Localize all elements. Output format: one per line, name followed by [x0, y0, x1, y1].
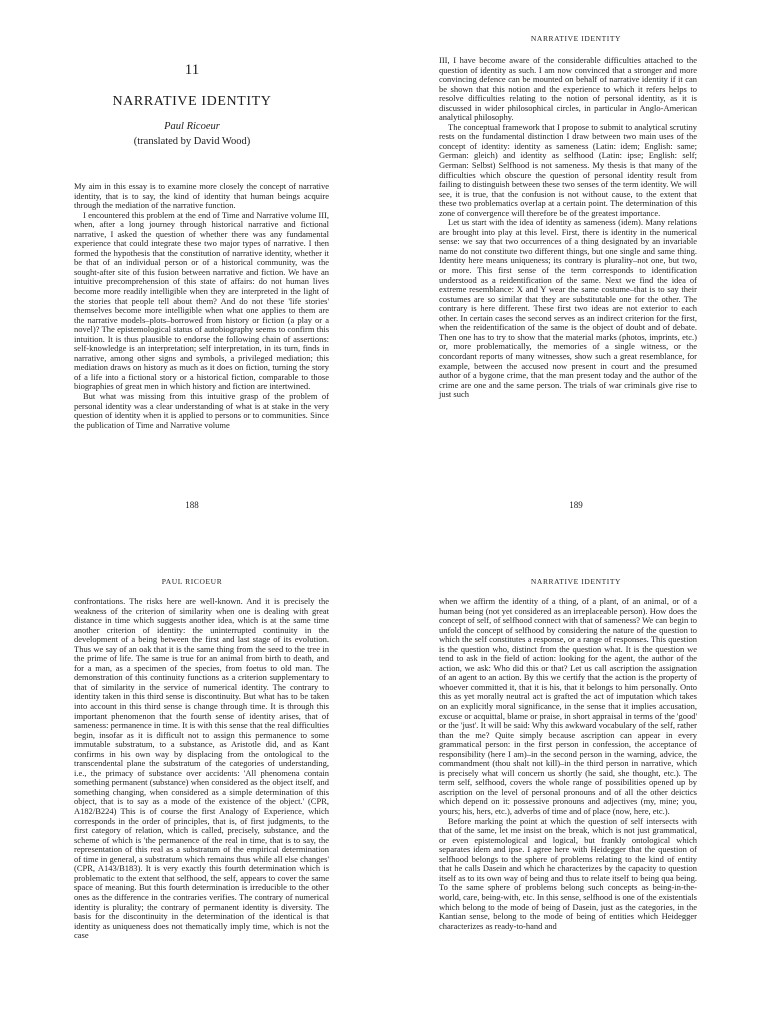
- paragraph: My aim in this essay is to examine more closely the concept of narrative identity, that is to say, the kind of identity that human beings acquire through the mediation of the narrative function.: [74, 181, 329, 211]
- chapter-number: 11: [184, 62, 200, 78]
- page-number: 189: [569, 500, 583, 510]
- running-header: PAUL RICOEUR: [161, 577, 223, 586]
- page-body: [74, 182, 329, 430]
- chapter-title: NARRATIVE IDENTITY: [112, 94, 272, 109]
- page-188: [0, 0, 384, 512]
- paragraph: The conceptual framework that I propose to submit to analytical scrutiny rests on the fundamental distinction I draw between two main uses of the concept of identity: identity as sameness (Latin: idem; English: same; German: gleich) and identity as selfhood (Latin: ipse; English: self; German: Selbst) Selfhood is not sameness. My thesis is that many of the difficulties which obscure the question of personal identity result from failing to distinguish between these two senses of the term identity. We will see, it is true, that the confusion is not without cause, to the extent that these two problematics overlap at a certain point. The determination of this zone of convergence will therefore be of the greatest importance.: [439, 121, 697, 218]
- page-body: [439, 597, 697, 931]
- paragraph: III, I have become aware of the considerable difficulties attached to the question of identity as such. I am now convinced that a stronger and more convincing defence can be mounted on behalf of narrative identity if it can be shown that this notion and the experience to which it refers helps to resolve difficulties relating to the notion of personal identity, as it is discussed in wider philosophical circles, in particular in Anglo-American analytical philosophy.: [439, 55, 697, 123]
- paragraph: confrontations. The risks here are well-known. And it is precisely the weakness of the criterion of similarity when one is dealing with great distance in time which suggests another idea, which is at the same time another criterion of identity: the uninterrupted continuity in the development of a being between the first and last stage of its evolution. Thus we say of an oak that it is the same thing from the seed to the tree in the prime of life. The same is true for an animal from birth to death, and for a man, as a specimen of the species, from foetus to old man. The demonstration of this continuity functions as a criterion supplementary to that of similarity in the service of numerical identity. The contrary to identity taken in this third sense is discontinuity. But what has to be taken into account in this third sense is change through time. It is through this important phenomenon that the fourth sense of identity arises, that of sameness: permanence in time. It is with this sense that the real difficulties begin, insofar as it is difficult not to assign this permanence to some immutable substratum, to a substance, as Aristotle did, and as Kant confirms in his own way by displacing from the ontological to the transcendental plane the substratum of the categories of understanding, i.e., the primacy of substance over accidents: 'All phenomena contain something permanent (substance) when considered as the object itself, and something changing, when considered as a simple determination of this object, that is to say as a mode of the existence of the object.' (CPR, A182/B224) This is of course the first Analogy of Experience, which corresponds in the order of principles, that is, of first judgments, to the first category of relation, which is called, precisely, substance, and the scheme of which is 'the permanence of the real in time, that is to say, the representation of this real as a substratum of the empirical determination of time in general, a substratum which remains thus while all else changes' (CPR, A143/B183). It is very exactly this fourth determination which is problematic to the extent that selfhood, the self, appears to cover the same space of meaning. But this fourth determination is irreducible to the other ones as the difference in the contraries verifies. The contrary of numerical identity is plurality; the contrary of permanent identity is diversity. The basis for the discontinuity in the determination of the identical is that identity as uniqueness does not thematically imply time, which is not the case: [74, 596, 329, 941]
- chapter-translator: (translated by David Wood): [133, 136, 251, 147]
- paragraph: I encountered this problem at the end of Time and Narrative volume III, when, after a long journey through historical narrative and fictional narrative, I asked the question of whether there was any fundamental experience that could integrate these two major types of narrative. I then formed the hypothesis that the constitution of narrative identity, whether it be that of an individual person or of a historical community, was the sought-after site of this fusion between narrative and fiction. We have an intuitive precomprehension of this state of affairs: do not human lives become more readily intelligible when they are interpreted in the light of the stories that people tell about them? And do not these 'life stories' themselves become more intelligible when what one applies to them are the narrative models–plots–borrowed from history or fiction (a play or a novel)? The epistemological status of autobiography seems to confirm this intuition. It is thus plausible to endorse the following chain of assertions: self-knowledge is an interpretation; self interpretation, in its turn, finds in narrative, among other signs and symbols, a privileged mediation; this mediation draws on history as much as it does on fiction, turning the story of a life into a fictional story or a historical fiction, comparable to those biographies of great men in which history and fiction are intertwined.: [74, 209, 329, 392]
- page-body: [439, 56, 697, 400]
- paragraph: Let us start with the idea of identity as sameness (idem). Many relations are brought into play at this level. First, there is identity in the numerical sense: we say that two occurrences of a thing designated by an invariable name do not constitute two different things, but one single and same thing. Identity here means uniqueness; its contrary is plurality–not one, but two, or more. This first sense of the term corresponds to identification understood as a reidentification of the same. Next we find the idea of extreme resemblance: X and Y wear the same costume–that is to say their costumes are so similar that they are substitutable one for the other. The contrary is here different. These first two ideas are not exterior to each other. In certain cases the second serves as an indirect criterion for the first, when the reidentification of the same is the object of doubt and of debate. Then one has to try to show that the material marks (photos, imprints, etc.) or, more problematically, the memories of a single witness, or the concordant reports of many witnesses, show such a great resemblance, for example, between the accused now present in court and the presumed author of a bygone crime, that the man present today and the author of the crime are one and the same person. The trials of war criminals give rise to just such: [439, 217, 697, 400]
- spread-2: [0, 512, 768, 1024]
- page-191: [384, 512, 768, 1024]
- page-body: [74, 597, 329, 941]
- paragraph: when we affirm the identity of a thing, of a plant, of an animal, or of a human being (not yet considered as an irreplaceable person). How does the concept of self, of selfhood connect with that of sameness? We can begin to unfold the concept of selfhood by considering the nature of the question to which the self constitutes a response, or a range of responses. This question is the question who, distinct from the question what. It is the question we tend to ask in the field of action: looking for the agent, the author of the action, we ask: Who did this or that? Let us call ascription the assignation of an agent to an action. By this we certify that the action is the property of whoever committed it, that it is his, that it belongs to him personally. Onto this as yet morally neutral act is grafted the act of imputation which takes on an explicitly moral significance, in the sense that it implies accusation, excuse or acquittal, blame or praise, in short appraisal in terms of the 'good' or the 'just'. It will be said: Why this awkward vocabulary of the self, rather than the me? Quite simply because ascription can appear in every grammatical person: in the first person in confession, the acceptance of responsibility (here I am)–in the second person in the warning, advice, the commandment (thou shalt not kill)–in the third person in narrative, which is precisely what will concern us shortly (he said, she thought, etc.). The term self, selfhood, covers the whole range of possibilities opened up by ascription on the level of personal pronouns and of all the other deictics which depend on it: possessive pronouns and adjectives (my, mine; you, yours; his, hers, etc.), adverbs of time and of place (now, here, etc.).: [439, 596, 697, 817]
- page-number: 188: [185, 500, 199, 510]
- page-189: [384, 0, 768, 512]
- chapter-author: Paul Ricoeur: [164, 121, 220, 132]
- running-header: NARRATIVE IDENTITY: [530, 577, 622, 586]
- paragraph: But what was missing from this intuitive grasp of the problem of personal identity was a clear understanding of what is at stake in the very question of identity when it is applied to persons or to communities. Since the publication of Time and Narrative volume: [74, 391, 329, 430]
- page-190: [0, 512, 384, 1024]
- paragraph: Before marking the point at which the question of self intersects with that of the same, let me insist on the break, which is not just grammatical, or even epistemological and logical, but frankly ontological which separates idem and ipse. I agree here with Heidegger that the question of selfhood belongs to the sphere of problems relating to the kind of entity that he calls Dasein and which he characterizes by the capacity to question itself as to its own way of being and thus to relate itself to being qua being. To the same sphere of problems belong such concepts as being-in-the-world, care, being-with, etc. In this sense, selfhood is one of the existentials which belong to the mode of being of Dasein, just as the categories, in the Kantian sense, belong to the mode of being of entities which Heidegger characterizes as ready-to-hand and: [439, 815, 697, 931]
- running-header: NARRATIVE IDENTITY: [530, 34, 622, 43]
